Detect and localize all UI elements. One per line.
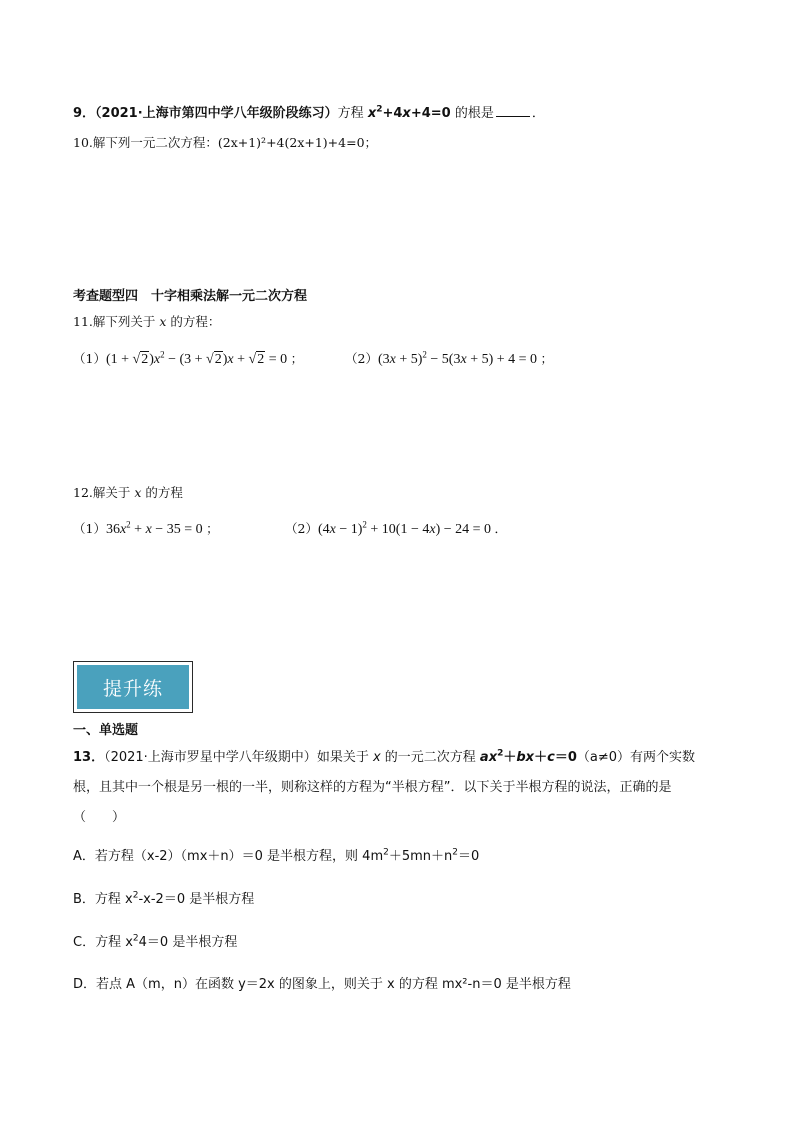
section-banner: [73, 661, 193, 713]
option-d[interactable]: D．若点 A（m，n）在函数 y＝2x 的图象上，则关于 x 的方程 mx²-n＝0 是半根方程: [73, 977, 571, 992]
question-13-equation: $ax^2+bx+c=0$: [479, 748, 577, 765]
question-12-part-2: $(2)(4x - 1)^2 + 10(1 - 4x) - 24 = 0$ ．: [285, 519, 508, 537]
answer-blank: [496, 104, 530, 117]
question-9-text-post: 的根是: [450, 106, 494, 121]
option-a-pre: A．若方程（x-2）（mx＋n）＝0 是半根方程，则 4m: [73, 849, 384, 864]
option-c-pre: C．方程 x: [73, 935, 133, 950]
question-13-line1-pre: 如果关于: [316, 750, 373, 765]
option-a[interactable]: A．若方程（x-2）（mx＋n）＝0 是半根方程，则 $4m^2+5mn+n^2=0$: [73, 847, 480, 864]
question-9: [73, 104, 545, 123]
question-9-eq-b: +4: [382, 106, 403, 121]
question-13-line-1: 13．（2021·上海市罗星中学八年级期中）如果关于 x 的一元二次方程 $ax^2+bx+c=0(a\ne 0)$有两个实数: [73, 748, 695, 765]
question-11-stem: [73, 313, 220, 331]
question-12-part-1-end: ；: [206, 521, 219, 536]
question-13-line1-mid: 的一元二次方程: [380, 750, 480, 765]
question-10: 10.解下列一元二次方程：(2x+1)²+4(2x+1)+4=0；: [73, 135, 378, 150]
question-9-eq-a: x: [367, 106, 377, 121]
question-9-source: （2021·上海市第四中学八年级阶段练习）: [95, 106, 338, 121]
question-11-part-1-end: ；: [290, 351, 304, 366]
question-9-eq-a-exp: 2: [376, 104, 383, 115]
question-13-line1-cond: （a≠0）有两个实数: [576, 750, 695, 765]
sqrt-symbol: √2: [206, 352, 222, 367]
question-11-part-1-label: （1）: [73, 351, 106, 366]
question-11-part-2-end: ；: [540, 351, 554, 366]
section-4-title: 考查题型四 十字相乘法解一元二次方程: [73, 289, 308, 304]
question-13-number: 13．: [73, 750, 105, 765]
option-b-end: -x-2＝0 是半根方程: [138, 892, 255, 907]
question-13-line-3: （ ）: [73, 810, 126, 825]
question-12-stem-pre: 12.解关于: [73, 485, 135, 500]
question-11-part-1: $(1)(1 + √2)x^2 - (3 + √2)x + √2 = 0$ ；: [73, 349, 304, 367]
question-9-end: ．: [531, 106, 545, 121]
option-b-pre: B．方程 x: [73, 892, 133, 907]
question-11-stem-pre: 11.解下列关于: [73, 314, 160, 329]
question-11-var: x: [159, 314, 167, 329]
option-a-end: ＝0: [458, 849, 480, 864]
option-a-mid: ＋5mn＋n: [388, 849, 453, 864]
section-banner-label: 提升练: [77, 665, 189, 709]
single-choice-title: 一、单选题: [73, 723, 139, 738]
question-13-source: （2021·上海市罗星中学八年级期中）: [104, 750, 317, 765]
question-12-var: x: [134, 485, 142, 500]
option-c-end: 4＝0 是半根方程: [138, 935, 238, 950]
option-b[interactable]: B．方程 $x^2-x-2=0$ 是半根方程: [73, 890, 255, 907]
question-11-stem-post: 的方程：: [166, 314, 221, 329]
option-c[interactable]: C．方程 $x^24=0$ 是半根方程: [73, 933, 238, 950]
question-9-eq-c: x: [402, 106, 411, 121]
question-12-stem-post: 的方程: [141, 485, 183, 500]
question-9-text-pre: 方程: [337, 106, 368, 121]
sqrt-symbol: √2: [248, 352, 265, 367]
question-12-stem: [73, 484, 183, 502]
question-9-number: 9．: [73, 106, 96, 121]
question-12-part-2-end: ．: [494, 521, 508, 536]
question-12-part-2-label: （2）: [285, 521, 318, 536]
question-11-part-2-label: （2）: [345, 351, 378, 366]
question-12-part-1-label: （1）: [73, 521, 106, 536]
question-13-line-2: 根，且其中一个根是另一根的一半，则称这样的方程为“半根方程”．以下关于半根方程的说法，正确的是: [73, 780, 672, 795]
sqrt-symbol: √2: [132, 352, 149, 367]
question-12-part-1: $(1)36x^2 + x - 35 = 0$ ；: [73, 519, 219, 537]
question-9-eq-d: +4=0: [410, 106, 451, 121]
question-11-part-2: $(2)(3x + 5)^2 - 5(3x + 5) + 4 = 0$ ；: [345, 349, 554, 367]
